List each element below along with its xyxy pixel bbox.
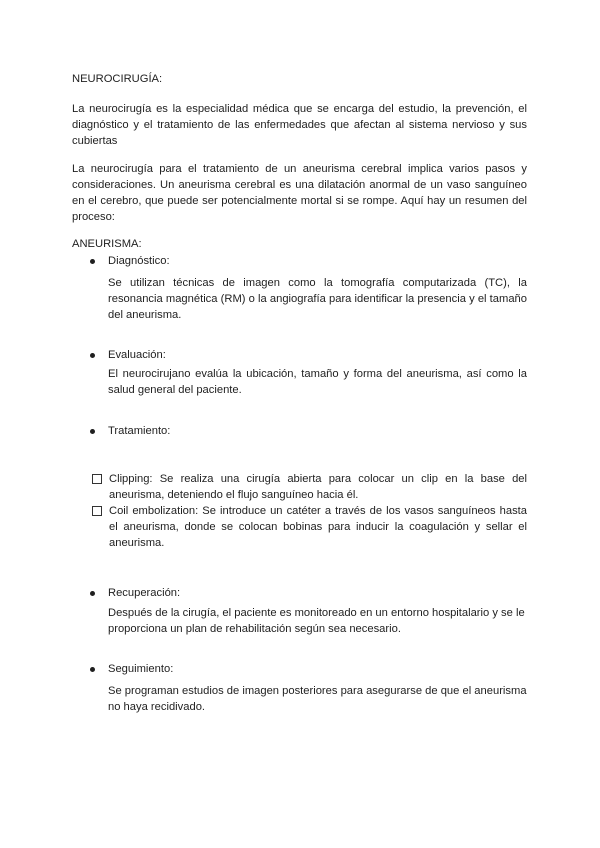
bullet-icon [90,259,95,264]
checkbox-icon[interactable] [92,474,102,484]
list-item-seguimiento [90,661,527,677]
step-description: El neurocirujano evalúa la ubicación, tamaño y forma del aneurisma, así como la salud general del paciente. [108,368,527,396]
list-item-recuperacion [90,585,527,601]
document-heading: NEUROCIRUGÍA: [72,73,163,85]
step-description: Se utilizan técnicas de imagen como la tomografía computarizada (TC), la resonancia magnética (RM) o la angiografía para identificar la presencia y el tamaño del aneurisma. [108,277,527,321]
step-label: Seguimiento: [108,663,174,675]
section-title: ANEURISMA: [72,238,142,250]
treatment-option-clipping [92,471,527,503]
step-label: Diagnóstico: [108,255,170,267]
bullet-icon [90,667,95,672]
bullet-icon [90,353,95,358]
intro-paragraph: La neurocirugía es la especialidad médica que se encarga del estudio, la prevención, el diagnóstico y el tratamiento de las enfermedades que afectan al sistema nervioso y sus cubiertas [72,103,527,147]
step-label: Recuperación: [108,587,181,599]
checkbox-icon[interactable] [92,506,102,516]
step-description: Después de la cirugía, el paciente es monitoreado en un entorno hospitalario y se le proporciona un plan de rehabilitación según sea necesario. [108,607,525,635]
step-label: Tratamiento: [108,425,171,437]
treatment-option-coil [92,503,527,551]
treatment-option-text: Coil embolization: Se introduce un catéter a través de los vasos sanguíneos hasta el aneurisma, donde se colocan bobinas para inducir la coagulación y sellar el aneurisma. [109,505,527,549]
treatment-option-text: Clipping: Se realiza una cirugía abierta para colocar un clip en la base del aneurisma, deteniendo el flujo sanguíneo hacia él. [109,473,527,501]
step-description: Se programan estudios de imagen posteriores para asegurarse de que el aneurisma no haya recidivado. [108,685,527,713]
list-item-diagnostico [90,253,527,269]
aneurysm-intro-paragraph: La neurocirugía para el tratamiento de un aneurisma cerebral implica varios pasos y consideraciones. Un aneurisma cerebral es una dilatación anormal de un vaso sanguíneo en el cerebro, que puede ser potencialmente mortal si se rompe. Aquí hay un resumen del proceso: [72,163,527,223]
bullet-icon [90,429,95,434]
list-item-evaluacion [90,347,527,363]
list-item-tratamiento [90,423,527,439]
step-label: Evaluación: [108,349,166,361]
bullet-icon [90,591,95,596]
